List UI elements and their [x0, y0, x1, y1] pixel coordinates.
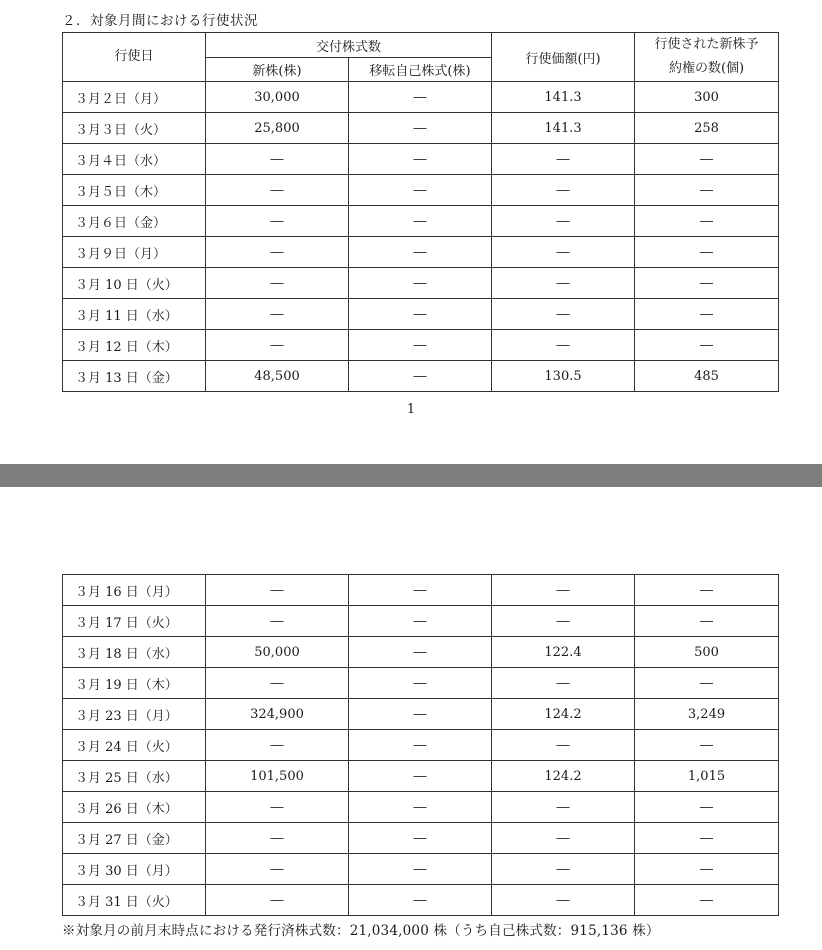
cell-date: ３月 12 日（木） — [63, 330, 206, 361]
cell-treasury-shares: ― — [349, 175, 492, 206]
table-row — [63, 330, 779, 361]
cell-date: ３月３日（火） — [63, 113, 206, 144]
cell-date: ３月 11 日（水） — [63, 299, 206, 330]
cell-rights-count: ― — [635, 299, 779, 330]
table-row — [63, 82, 779, 113]
header-exercise-price: 行使価額(円) — [492, 33, 635, 82]
cell-exercise-price: ― — [492, 792, 635, 823]
cell-exercise-price: ― — [492, 668, 635, 699]
cell-treasury-shares: ― — [349, 575, 492, 606]
table-row — [63, 175, 779, 206]
table-row — [63, 885, 779, 916]
table-row — [63, 144, 779, 175]
cell-rights-count: 1,015 — [635, 761, 779, 792]
cell-exercise-price: ― — [492, 854, 635, 885]
cell-exercise-price: ― — [492, 175, 635, 206]
table-row — [63, 299, 779, 330]
cell-exercise-price: 141.3 — [492, 82, 635, 113]
page-divider — [0, 464, 822, 487]
cell-rights-count: ― — [635, 792, 779, 823]
cell-rights-count: ― — [635, 854, 779, 885]
table-row — [63, 268, 779, 299]
table-row — [63, 730, 779, 761]
cell-date: ３月 10 日（火） — [63, 268, 206, 299]
cell-date: ３月 27 日（金） — [63, 823, 206, 854]
cell-rights-count: ― — [635, 575, 779, 606]
cell-rights-count: 258 — [635, 113, 779, 144]
cell-new-shares: 324,900 — [206, 699, 349, 730]
cell-rights-count: 300 — [635, 82, 779, 113]
cell-new-shares: ― — [206, 237, 349, 268]
cell-treasury-shares: ― — [349, 206, 492, 237]
cell-date: ３月５日（木） — [63, 175, 206, 206]
cell-new-shares: ― — [206, 823, 349, 854]
header-rights-line2: 約権の数(個) — [668, 61, 745, 76]
table-row — [63, 206, 779, 237]
cell-treasury-shares: ― — [349, 268, 492, 299]
cell-rights-count: ― — [635, 730, 779, 761]
cell-rights-count: 485 — [635, 361, 779, 392]
cell-treasury-shares: ― — [349, 113, 492, 144]
table-row — [63, 823, 779, 854]
cell-date: ３月９日（月） — [63, 237, 206, 268]
cell-exercise-price: 124.2 — [492, 761, 635, 792]
cell-exercise-price: 130.5 — [492, 361, 635, 392]
cell-treasury-shares: ― — [349, 637, 492, 668]
header-treasury-shares: 移転自己株式(株) — [349, 58, 492, 82]
cell-exercise-price: 141.3 — [492, 113, 635, 144]
cell-exercise-price: ― — [492, 206, 635, 237]
cell-new-shares: ― — [206, 206, 349, 237]
table-row — [63, 606, 779, 637]
cell-date: ３月 18 日（水） — [63, 637, 206, 668]
cell-rights-count: ― — [635, 206, 779, 237]
cell-new-shares: 48,500 — [206, 361, 349, 392]
cell-treasury-shares: ― — [349, 761, 492, 792]
cell-treasury-shares: ― — [349, 606, 492, 637]
cell-treasury-shares: ― — [349, 885, 492, 916]
header-rights-exercised — [635, 33, 779, 82]
cell-exercise-price: ― — [492, 730, 635, 761]
header-exercise-date: 行使日 — [63, 33, 206, 82]
cell-new-shares: ― — [206, 885, 349, 916]
cell-date: ３月６日（金） — [63, 206, 206, 237]
cell-date: ３月２日（月） — [63, 82, 206, 113]
cell-new-shares: 50,000 — [206, 637, 349, 668]
cell-rights-count: ― — [635, 237, 779, 268]
cell-exercise-price: ― — [492, 144, 635, 175]
section-title: ２．対象月間における行使状況 — [62, 13, 258, 29]
cell-treasury-shares: ― — [349, 699, 492, 730]
cell-date: ３月 24 日（火） — [63, 730, 206, 761]
table-row — [63, 361, 779, 392]
cell-new-shares: 30,000 — [206, 82, 349, 113]
cell-date: ３月 17 日（火） — [63, 606, 206, 637]
cell-exercise-price: 124.2 — [492, 699, 635, 730]
cell-date: ３月 25 日（水） — [63, 761, 206, 792]
cell-exercise-price: ― — [492, 299, 635, 330]
cell-new-shares: 25,800 — [206, 113, 349, 144]
cell-exercise-price: ― — [492, 237, 635, 268]
cell-date: ３月 13 日（金） — [63, 361, 206, 392]
cell-new-shares: ― — [206, 299, 349, 330]
cell-exercise-price: ― — [492, 823, 635, 854]
table-row — [63, 637, 779, 668]
cell-new-shares: 101,500 — [206, 761, 349, 792]
table-row — [63, 113, 779, 144]
cell-treasury-shares: ― — [349, 854, 492, 885]
header-new-shares: 新株(株) — [206, 58, 349, 82]
cell-new-shares: ― — [206, 144, 349, 175]
cell-treasury-shares: ― — [349, 144, 492, 175]
cell-new-shares: ― — [206, 268, 349, 299]
cell-treasury-shares: ― — [349, 823, 492, 854]
cell-rights-count: ― — [635, 668, 779, 699]
cell-new-shares: ― — [206, 730, 349, 761]
cell-new-shares: ― — [206, 175, 349, 206]
table-row — [63, 668, 779, 699]
header-delivered-shares: 交付株式数 — [206, 33, 492, 58]
cell-new-shares: ― — [206, 854, 349, 885]
cell-new-shares: ― — [206, 792, 349, 823]
cell-rights-count: ― — [635, 175, 779, 206]
cell-rights-count: 3,249 — [635, 699, 779, 730]
page-number: 1 — [406, 402, 416, 417]
table-row — [63, 575, 779, 606]
cell-treasury-shares: ― — [349, 237, 492, 268]
cell-date: ３月 26 日（木） — [63, 792, 206, 823]
cell-new-shares: ― — [206, 575, 349, 606]
cell-rights-count: 500 — [635, 637, 779, 668]
table-row — [63, 854, 779, 885]
cell-rights-count: ― — [635, 330, 779, 361]
cell-rights-count: ― — [635, 885, 779, 916]
footnote: ※対象月の前月末時点における発行済株式数：21,034,000 株（うち自己株式数：915,136 株） — [62, 923, 660, 939]
cell-exercise-price: 122.4 — [492, 637, 635, 668]
cell-date: ３月４日（水） — [63, 144, 206, 175]
table-row — [63, 699, 779, 730]
cell-date: ３月 23 日（月） — [63, 699, 206, 730]
cell-exercise-price: ― — [492, 268, 635, 299]
cell-rights-count: ― — [635, 823, 779, 854]
cell-new-shares: ― — [206, 330, 349, 361]
cell-date: ３月 30 日（月） — [63, 854, 206, 885]
cell-exercise-price: ― — [492, 606, 635, 637]
cell-exercise-price: ― — [492, 575, 635, 606]
cell-date: ３月 19 日（木） — [63, 668, 206, 699]
cell-treasury-shares: ― — [349, 299, 492, 330]
cell-exercise-price: ― — [492, 885, 635, 916]
cell-rights-count: ― — [635, 606, 779, 637]
cell-date: ３月 16 日（月） — [63, 575, 206, 606]
cell-new-shares: ― — [206, 668, 349, 699]
cell-treasury-shares: ― — [349, 668, 492, 699]
cell-treasury-shares: ― — [349, 361, 492, 392]
table-row — [63, 237, 779, 268]
cell-treasury-shares: ― — [349, 730, 492, 761]
header-rights-line1: 行使された新株予 — [654, 37, 759, 52]
cell-exercise-price: ― — [492, 330, 635, 361]
cell-treasury-shares: ― — [349, 792, 492, 823]
cell-treasury-shares: ― — [349, 82, 492, 113]
cell-new-shares: ― — [206, 606, 349, 637]
cell-treasury-shares: ― — [349, 330, 492, 361]
exercise-table-page2 — [62, 574, 779, 916]
cell-date: ３月 31 日（火） — [63, 885, 206, 916]
cell-rights-count: ― — [635, 268, 779, 299]
table-row — [63, 761, 779, 792]
table-row — [63, 792, 779, 823]
exercise-table-page1 — [62, 32, 779, 392]
cell-rights-count: ― — [635, 144, 779, 175]
